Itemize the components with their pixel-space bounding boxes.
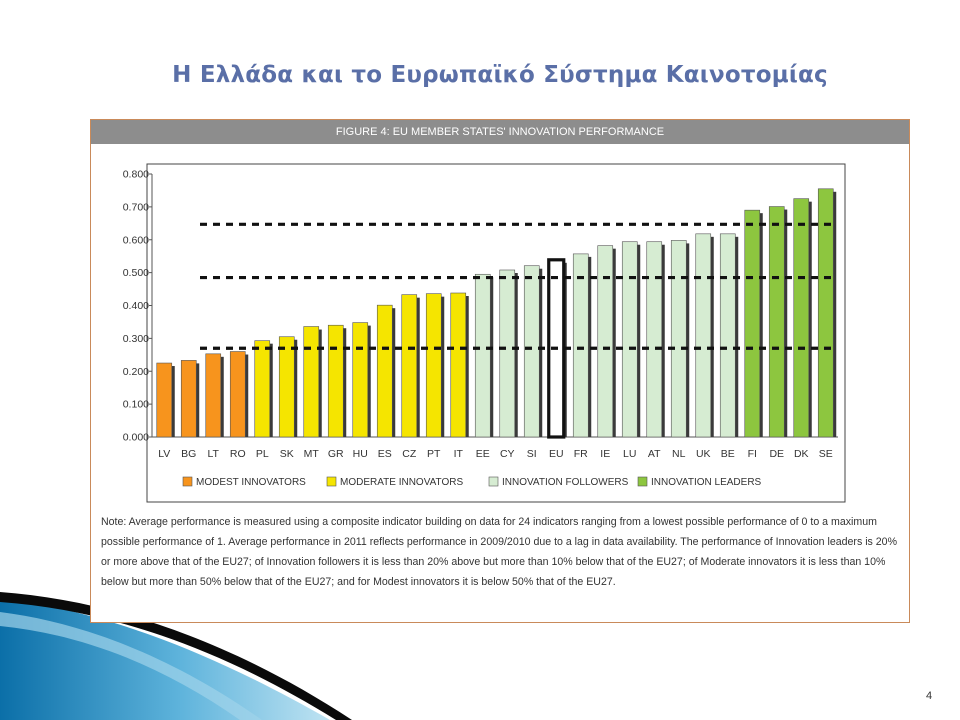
bar-chart [91,120,909,510]
x-tick-label: DE [769,448,785,460]
bar-uk [696,234,711,437]
x-tick-label: EU [548,448,564,460]
y-tick-label: 0.100 [122,398,149,411]
bar-ee [475,274,490,437]
x-tick-label: BG [181,448,197,460]
y-tick-label: 0.600 [122,234,149,247]
bar-cz [402,295,417,437]
figure-note: Note: Average performance is measured using a composite indicator building on data for 24 indicators ranging from a lowest possible performance of 0 to a maximum possible performance of 1. Average performance in 2011 reflects performance in 2009/2010 due to a lag in data availability. The performance of Innovation leaders is 20% or more above that of the EU27; of Innovation followers it is less than 20% above but more than 10% below that of the EU27; of Moderate innovators it is less than 10% below but more than 50% below that of the EU27; and for Modest innovators it is below 50% that of the EU27. [101,516,897,588]
y-tick-label: 0.500 [122,267,149,280]
legend-label-leader: INNOVATION LEADERS [651,477,762,488]
page-number: 4 [926,690,933,702]
legend-label-moderate: MODERATE INNOVATORS [340,477,464,488]
x-tick-label: IT [453,448,463,460]
legend-swatch-moderate [327,477,336,486]
legend-swatch-modest [183,477,192,486]
bar-ro [230,352,245,437]
bar-se [818,189,833,437]
y-tick-label: 0.700 [122,201,149,214]
x-tick-label: GR [327,448,344,460]
x-tick-label: IE [600,448,611,460]
legend-swatch-follower [489,477,498,486]
x-tick-label: PL [255,448,269,460]
bar-fi [745,210,760,437]
bar-lv [157,363,172,437]
x-tick-label: LU [623,448,637,460]
bar-lt [206,354,221,437]
x-tick-label: FI [747,448,757,460]
x-tick-label: AT [647,448,661,460]
bar-dk [794,199,809,437]
bar-it [451,293,466,437]
y-tick-label: 0.200 [122,365,149,378]
bar-fr [573,254,588,437]
bar-at [647,242,662,437]
x-tick-label: UK [695,448,711,460]
bar-lu [622,242,637,437]
bar-pl [255,341,270,437]
bar-es [377,305,392,437]
x-tick-label: SE [818,448,833,460]
y-tick-label: 0.000 [122,431,149,444]
bar-nl [671,240,686,437]
x-tick-label: NL [672,448,686,460]
slide-title: Η Ελλάδα και το Ευρωπαϊκό Σύστημα Καινοτομίας [172,62,828,88]
x-tick-label: EE [475,448,490,460]
x-tick-label: DK [793,448,809,460]
bar-pt [426,294,441,437]
figure-header: FIGURE 4: EU MEMBER STATES' INNOVATION PERFORMANCE [91,120,909,144]
x-tick-label: FR [573,448,588,460]
x-tick-label: RO [229,448,246,460]
bar-mt [304,327,319,437]
x-tick-label: SI [526,448,537,460]
legend-label-modest: MODEST INNOVATORS [196,477,306,488]
bar-hu [353,323,368,437]
legend-label-follower: INNOVATION FOLLOWERS [502,477,629,488]
legend-swatch-leader [638,477,647,486]
bar-gr [328,325,343,437]
x-tick-label: ES [377,448,392,460]
bar-be [720,234,735,437]
bar-sk [279,337,294,437]
figure-panel [90,119,910,623]
y-tick-label: 0.300 [122,332,149,345]
bar-ie [598,246,613,437]
x-tick-label: PT [427,448,441,460]
bar-cy [500,270,515,437]
x-tick-label: SK [279,448,294,460]
bar-de [769,207,784,437]
bar-bg [181,360,196,437]
chart-frame [147,164,845,502]
x-tick-label: CY [499,448,515,460]
bar-si [524,266,539,437]
x-tick-label: LT [207,448,219,460]
x-tick-label: LV [158,448,171,460]
y-tick-label: 0.400 [122,300,149,312]
x-tick-label: MT [303,448,319,460]
x-tick-label: HU [352,448,368,460]
x-tick-label: BE [720,448,735,460]
y-tick-label: 0.800 [122,168,149,181]
x-tick-label: CZ [402,448,417,460]
